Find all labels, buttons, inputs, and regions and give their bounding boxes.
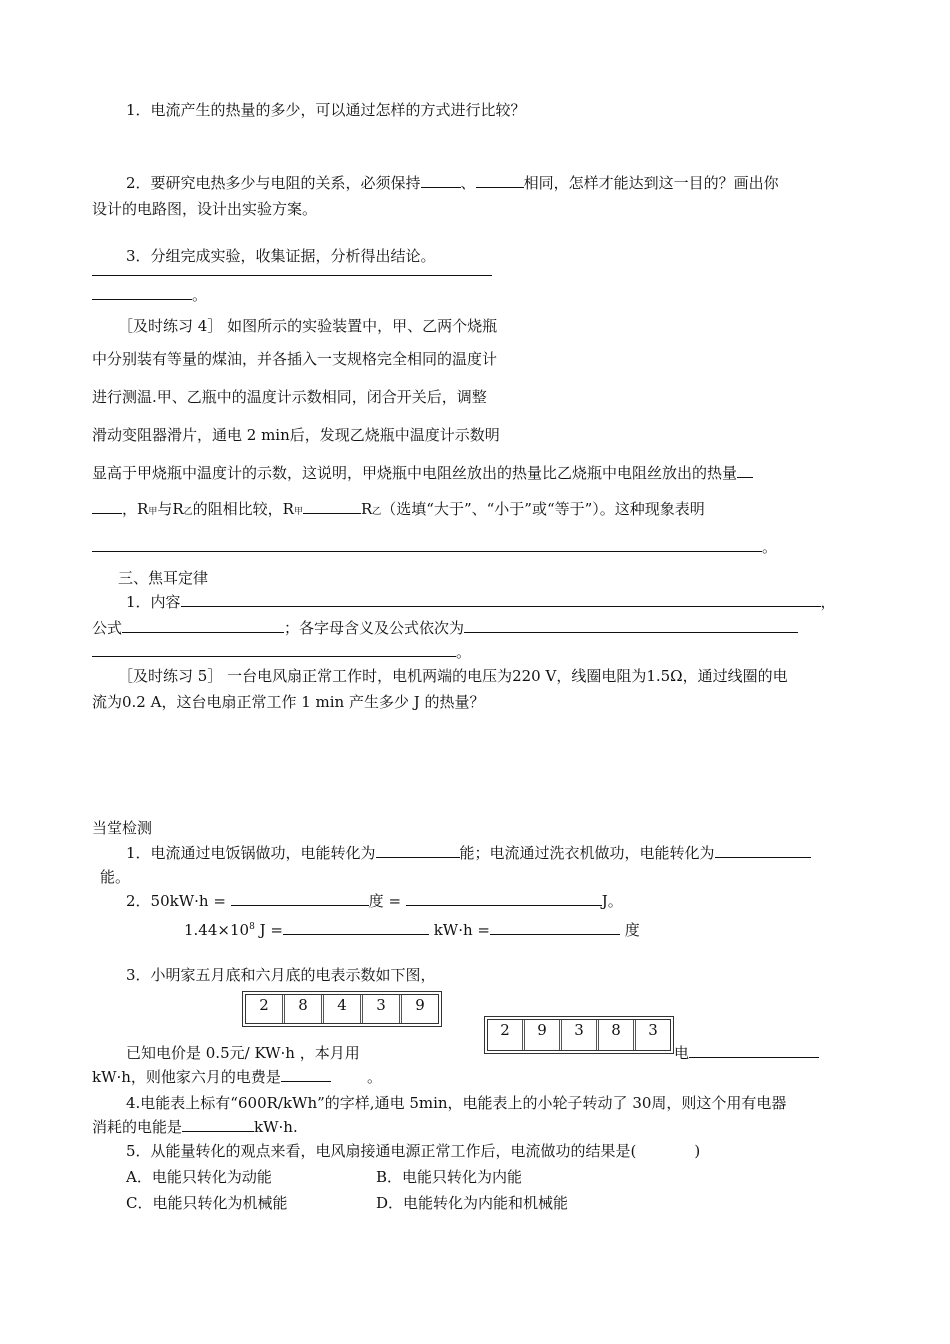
question-2-text-b: 相同，怎样才能达到这一目的？画出你 <box>523 174 779 192</box>
formula-label: 公式 <box>92 619 123 637</box>
meaning-label: ；各字母含义及公式依次为 <box>284 619 465 637</box>
test-3-text-c: 电 <box>674 1044 690 1062</box>
blank[interactable] <box>182 1117 254 1132</box>
test-1-text-b: 能；电流通过洗衣机做功，电能转化为 <box>459 844 715 862</box>
test-2-text-a: 2．50kW·h = <box>126 892 231 910</box>
test-2-text-d: 1.44×10 <box>184 921 250 939</box>
r-symbol: R <box>360 500 373 518</box>
meter-digit: 2 <box>246 995 285 1023</box>
test-2-line-1 <box>126 891 623 911</box>
blank[interactable] <box>715 843 811 858</box>
meter-digit: 3 <box>363 995 402 1023</box>
r-symbol: R <box>137 500 149 518</box>
option-d[interactable]: D．电能转化为内能和机械能 <box>376 1194 569 1212</box>
subscript-jia: 甲 <box>293 507 303 517</box>
blank[interactable] <box>476 173 524 188</box>
content-line <box>126 592 836 612</box>
answer-line[interactable] <box>92 275 492 276</box>
exponent: 8 <box>249 922 255 932</box>
separator: 、 <box>460 174 476 192</box>
option-a[interactable]: A．电能只转化为动能 <box>126 1168 272 1186</box>
meter-reading-june <box>484 1016 674 1054</box>
conjunction: 与 <box>157 500 173 518</box>
blank[interactable] <box>92 642 456 657</box>
question-2-line-2: 设计的电路图，设计出实验方案。 <box>92 200 318 218</box>
meter-reading-may <box>242 991 442 1027</box>
period: 。 <box>762 538 778 556</box>
blank[interactable] <box>737 463 753 478</box>
blank[interactable] <box>283 920 429 935</box>
test-2-text-b: 度 = <box>368 892 406 910</box>
question-2-text-a: 2．要研究电热多少与电阻的关系，必须保持 <box>126 174 421 192</box>
blank[interactable] <box>689 1043 819 1058</box>
practice-4-text: 显高于甲烧瓶中温度计的示数，这说明，甲烧瓶中电阻丝放出的热量比乙烧瓶中电阻丝放出的热量 <box>92 464 738 482</box>
test-1-line-2: 能。 <box>100 868 131 886</box>
compare-text: 的阻相比较， <box>192 500 283 518</box>
options-text: （选填“大于”、“小于”或“等于”）。这种现象表明 <box>381 500 705 518</box>
practice-4-line-4: 滑动变阻器滑片，通电 2 min后，发现乙烧瓶中温度计示数明 <box>92 426 500 444</box>
test-3-line-2-end <box>674 1043 819 1063</box>
meter-digit: 3 <box>648 1021 658 1039</box>
test-5-question <box>126 1141 700 1161</box>
period: 。 <box>366 1068 382 1086</box>
test-4-text-b: 消耗的电能是 <box>92 1118 183 1136</box>
blank[interactable] <box>464 618 798 633</box>
subscript-yi: 乙 <box>183 507 193 517</box>
test-2-text-g: 度 <box>619 921 640 939</box>
period: 。 <box>456 643 472 661</box>
test-3-line-1: 3．小明家五月底和六月底的电表示数如下图， <box>126 966 436 984</box>
test-2-text-c: J。 <box>601 892 623 910</box>
test-1-line-1 <box>126 843 811 863</box>
meter-digit: 9 <box>415 996 425 1014</box>
practice-4-line-7 <box>92 537 777 557</box>
blank[interactable] <box>421 173 461 188</box>
test-3-line-2: 已知电价是 0.5元/ KW·h ，本月用 <box>126 1044 360 1062</box>
meter-digit: 9 <box>525 1020 562 1050</box>
period: 。 <box>192 286 208 304</box>
test-4-line-2 <box>92 1117 298 1137</box>
blank[interactable] <box>92 285 192 300</box>
meter-digit: 8 <box>285 995 324 1023</box>
test-1-text-a: 1．电流通过电饭锅做功，电能转化为 <box>126 844 376 862</box>
answer-line[interactable] <box>92 537 762 552</box>
practice-4-line-2: 中分别装有等量的煤油，并各插入一支规格完全相同的温度计 <box>92 350 498 368</box>
test-4-line-1: 4.电能表上标有“600R/kWh”的字样,通电 5min，电能表上的小轮子转动了 30周，则这个用有电器 <box>126 1094 787 1112</box>
blank[interactable] <box>181 592 821 607</box>
meter-digit: 8 <box>599 1020 636 1050</box>
meter-digits <box>245 994 439 1024</box>
test-title: 当堂检测 <box>92 819 153 837</box>
blank[interactable] <box>303 499 361 514</box>
blank[interactable] <box>231 891 369 906</box>
test-3-line-3 <box>92 1067 382 1087</box>
practice-4-line-6 <box>92 499 705 522</box>
formula-line <box>92 618 798 638</box>
blank[interactable] <box>490 920 620 935</box>
section-title: 三、焦耳定律 <box>118 569 209 587</box>
comma: ， <box>122 500 138 518</box>
option-b[interactable]: B．电能只转化为内能 <box>376 1168 523 1186</box>
blank[interactable] <box>122 618 284 633</box>
blank[interactable] <box>92 499 122 514</box>
question-2-line-1 <box>126 173 779 193</box>
formula-end-line <box>92 642 471 662</box>
content-label: 1．内容 <box>126 593 181 611</box>
test-3-text-d: kW·h，则他家六月的电费是 <box>92 1068 281 1086</box>
question-3-end <box>92 285 207 305</box>
comma: ， <box>820 593 836 611</box>
test-5-text: 5．从能量转化的观点来看，电风扇接通电源正常工作后，电流做功的结果是( <box>126 1142 637 1160</box>
practice-5-line-2: 流为0.2 A，这台电扇正常工作 1 min 产生多少 J 的热量？ <box>92 693 485 711</box>
blank[interactable] <box>376 843 460 858</box>
meter-digit: 3 <box>562 1020 599 1050</box>
test-2-text-f: kW·h = <box>428 921 490 939</box>
subscript-yi: 乙 <box>372 507 382 517</box>
practice-4-line-3: 进行测温.甲、乙瓶中的温度计示数相同，闭合开关后，调整 <box>92 388 487 406</box>
option-c[interactable]: C．电能只转化为机械能 <box>126 1194 288 1212</box>
practice-5-line-1: ［及时练习 5］ 一台电风扇正常工作时，电机两端的电压为220 V，线圈电阻为1.5Ω，通过线圈的电 <box>118 667 788 685</box>
practice-4-line-5 <box>92 463 753 483</box>
test-2-line-2 <box>184 917 640 940</box>
question-1: 1．电流产生的热量的多少，可以通过怎样的方式进行比较？ <box>126 101 526 119</box>
r-symbol: R <box>172 500 184 518</box>
meter-digits <box>487 1019 671 1051</box>
practice-4-line-1: ［及时练习 4］ 如图所示的实验装置中，甲、乙两个烧瓶 <box>118 317 498 335</box>
meter-digit: 2 <box>488 1020 525 1050</box>
blank[interactable] <box>281 1067 331 1082</box>
test-5-end: ) <box>694 1142 701 1160</box>
r-symbol: R <box>282 500 294 518</box>
subscript-jia: 甲 <box>148 507 158 517</box>
test-4-text-c: kW·h. <box>254 1118 298 1136</box>
test-2-text-e: J = <box>254 921 283 939</box>
blank[interactable] <box>406 891 602 906</box>
question-3: 3．分组完成实验，收集证据，分析得出结论。 <box>126 247 436 265</box>
meter-digit: 4 <box>324 995 363 1023</box>
